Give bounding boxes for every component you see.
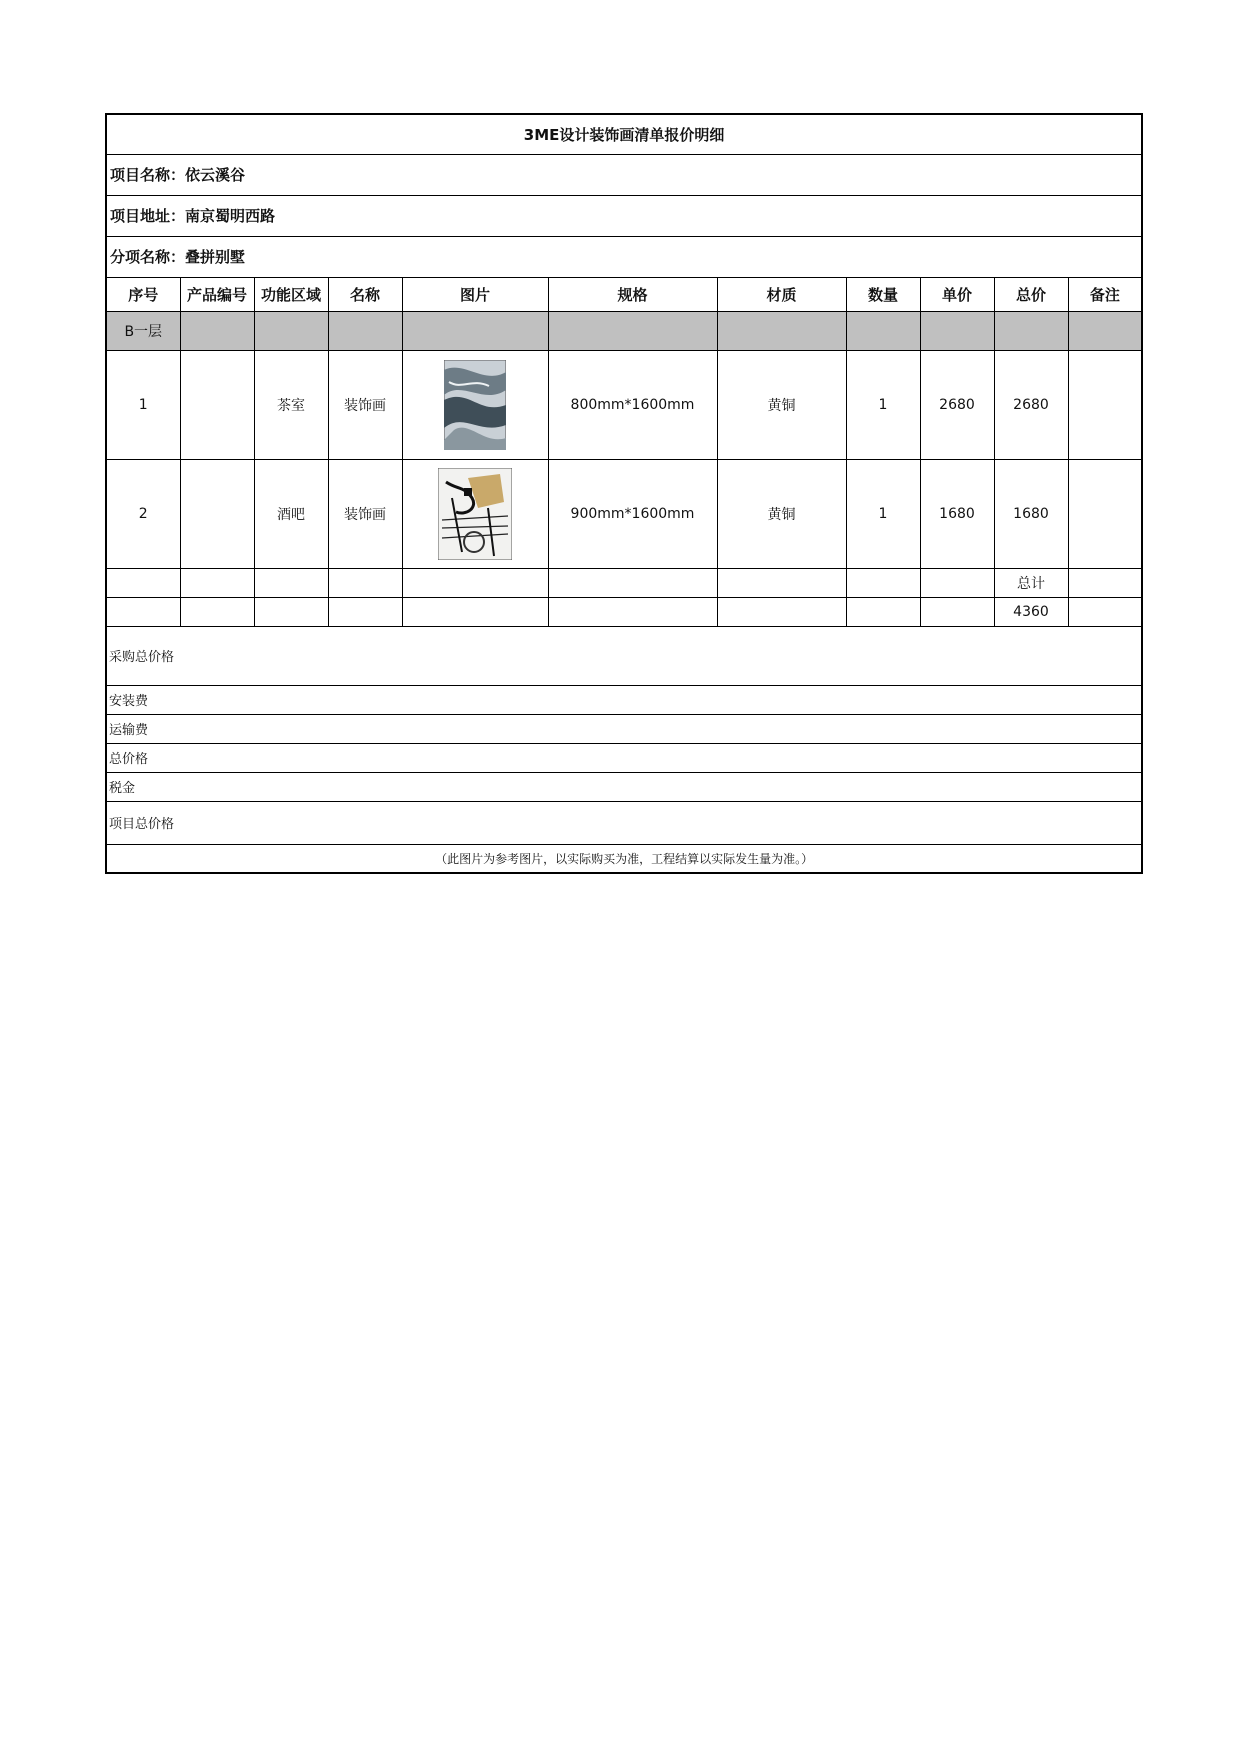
- column-header-row: [106, 277, 1142, 311]
- summary-value: 4360: [994, 597, 1068, 626]
- abstract-blue-grey-painting: [444, 360, 506, 450]
- project-address: 项目地址：南京蜀明西路: [106, 195, 1142, 236]
- col-header-unit-price: 单价: [920, 277, 994, 311]
- section-row: [106, 311, 1142, 350]
- col-header-material: 材质: [717, 277, 846, 311]
- item-material: 黄铜: [717, 350, 846, 459]
- col-header-no: 序号: [106, 277, 180, 311]
- fee-row: [106, 626, 1142, 685]
- col-header-name: 名称: [328, 277, 402, 311]
- item-area: 茶室: [254, 350, 328, 459]
- project-name-row: [106, 154, 1142, 195]
- item-spec: 800mm*1600mm: [548, 350, 717, 459]
- summary-label: 总计: [994, 568, 1068, 597]
- item-code: [180, 459, 254, 568]
- purchase-total-label: 采购总价格: [106, 626, 1142, 685]
- item-name: 装饰画: [328, 459, 402, 568]
- item-total: 1680: [994, 459, 1068, 568]
- col-header-spec: 规格: [548, 277, 717, 311]
- title-row: [106, 114, 1142, 154]
- item-remark: [1068, 459, 1142, 568]
- table-row: [106, 350, 1142, 459]
- col-header-qty: 数量: [846, 277, 920, 311]
- col-header-area: 功能区域: [254, 277, 328, 311]
- col-header-image: 图片: [402, 277, 548, 311]
- fee-row: [106, 685, 1142, 714]
- fee-row: [106, 714, 1142, 743]
- install-fee-label: 安装费: [106, 685, 1142, 714]
- item-name: 装饰画: [328, 350, 402, 459]
- section-label: B一层: [106, 311, 180, 350]
- tax-label: 税金: [106, 772, 1142, 801]
- summary-label-row: [106, 568, 1142, 597]
- total-price-label: 总价格: [106, 743, 1142, 772]
- sub-item-row: [106, 236, 1142, 277]
- item-spec: 900mm*1600mm: [548, 459, 717, 568]
- fee-row: [106, 801, 1142, 844]
- transport-fee-label: 运输费: [106, 714, 1142, 743]
- item-no: 2: [106, 459, 180, 568]
- footnote-row: [106, 844, 1142, 873]
- item-area: 酒吧: [254, 459, 328, 568]
- item-image-cell: [402, 350, 548, 459]
- footnote: （此图片为参考图片，以实际购买为准，工程结算以实际发生量为准。）: [106, 844, 1142, 873]
- item-no: 1: [106, 350, 180, 459]
- col-header-total: 总价: [994, 277, 1068, 311]
- item-remark: [1068, 350, 1142, 459]
- summary-value-row: [106, 597, 1142, 626]
- item-code: [180, 350, 254, 459]
- fee-row: [106, 772, 1142, 801]
- abstract-gold-black-painting: [438, 468, 512, 560]
- fee-row: [106, 743, 1142, 772]
- sub-item-name: 分项名称：叠拼别墅: [106, 236, 1142, 277]
- project-address-row: [106, 195, 1142, 236]
- quotation-sheet: [105, 113, 1143, 874]
- project-name: 项目名称：依云溪谷: [106, 154, 1142, 195]
- item-total: 2680: [994, 350, 1068, 459]
- table-row: [106, 459, 1142, 568]
- item-unit-price: 2680: [920, 350, 994, 459]
- item-qty: 1: [846, 350, 920, 459]
- col-header-remark: 备注: [1068, 277, 1142, 311]
- item-unit-price: 1680: [920, 459, 994, 568]
- item-image-cell: [402, 459, 548, 568]
- item-qty: 1: [846, 459, 920, 568]
- item-material: 黄铜: [717, 459, 846, 568]
- col-header-code: 产品编号: [180, 277, 254, 311]
- project-total-label: 项目总价格: [106, 801, 1142, 844]
- sheet-title: 3ME设计装饰画清单报价明细: [106, 114, 1142, 154]
